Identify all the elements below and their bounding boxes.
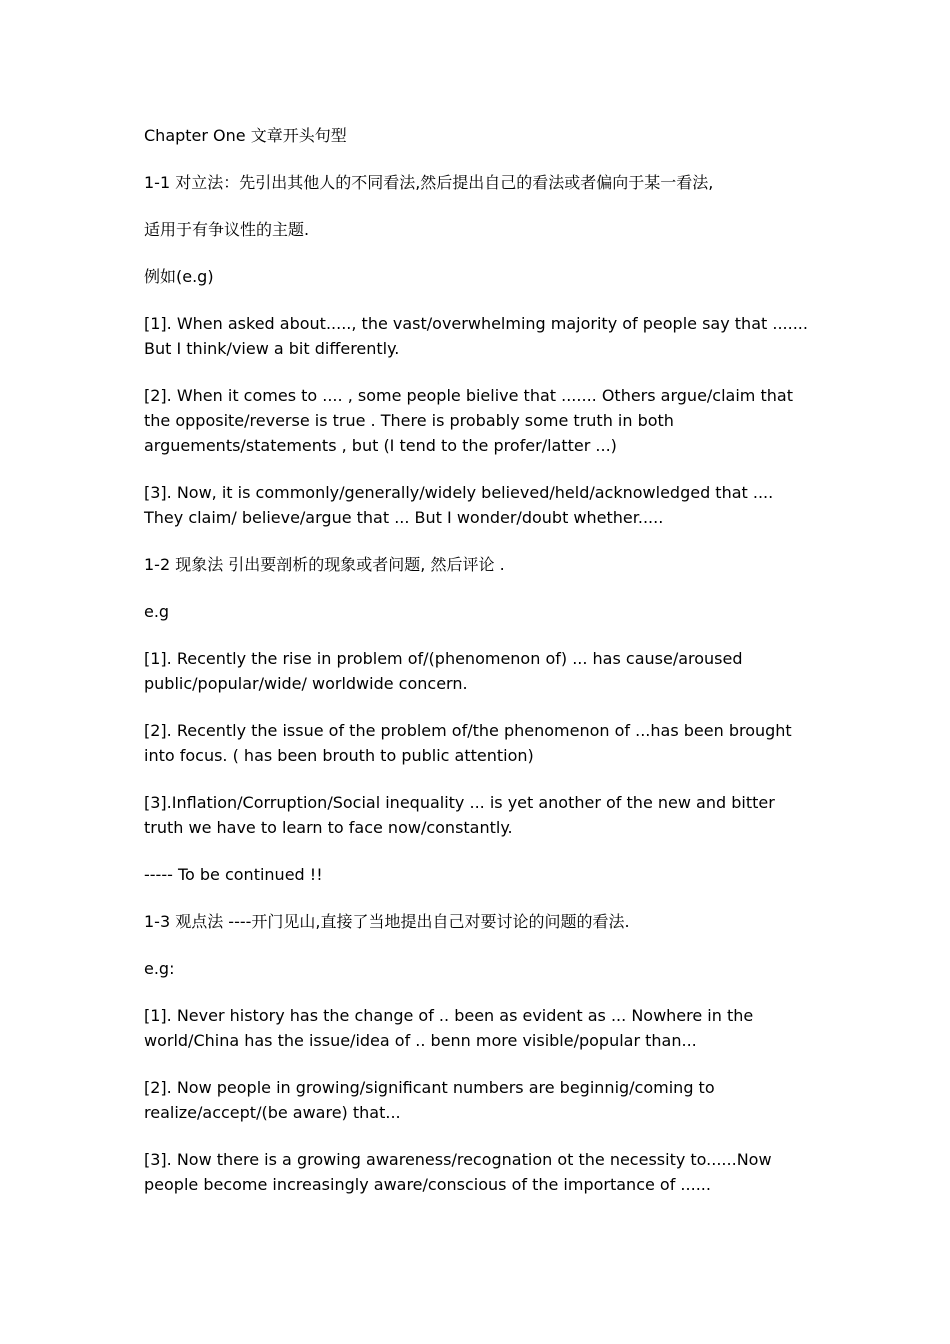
section-1-2-heading: 1-2 现象法 引出要剖析的现象或者问题, 然后评论 .: [144, 555, 505, 574]
example-paragraph: [2]. Now people in growing/significant numbers are beginnig/coming to realize/accept/(be aware) that...: [144, 1078, 715, 1122]
example-paragraph: [1]. Never history has the change of .. been as evident as ... Nowhere in the world/China has the issue/idea of .. benn more visible/popular than...: [144, 1006, 754, 1050]
example-label: e.g:: [144, 959, 175, 978]
example-paragraph: [3].Inflation/Corruption/Social inequality ... is yet another of the new and bitter truth we have to learn to face now/constantly.: [144, 793, 775, 837]
example-paragraph: [1]. Recently the rise in problem of/(phenomenon of) ... has cause/aroused public/popular/wide/ worldwide concern.: [144, 649, 743, 693]
example-label: 例如(e.g): [144, 267, 214, 286]
example-paragraph: [1]. When asked about....., the vast/overwhelming majority of people say that ....... But I think/view a bit differently.: [144, 314, 808, 358]
document-body: [144, 123, 812, 1219]
example-paragraph: [2]. When it comes to .... , some people bielive that ....... Others argue/claim that the opposite/reverse is true . There is probably some truth in both arguements/statements , but (I tend to the profer/latter ...): [144, 386, 793, 455]
example-paragraph: [3]. Now, it is commonly/generally/widely believed/held/acknowledged that .... They claim/ believe/argue that ... But I wonder/doubt whether.....: [144, 483, 774, 527]
continued-note: ----- To be continued !!: [144, 865, 323, 884]
section-1-1-heading: 1-1 对立法：先引出其他人的不同看法,然后提出自己的看法或者偏向于某一看法,: [144, 173, 714, 192]
section-1-3-heading: 1-3 观点法 ----开门见山,直接了当地提出自己对要讨论的问题的看法.: [144, 912, 630, 931]
example-paragraph: [2]. Recently the issue of the problem of/the phenomenon of ...has been brought into focus. ( has been brouth to public attention): [144, 721, 792, 765]
chapter-heading: Chapter One 文章开头句型: [144, 126, 347, 145]
example-label: e.g: [144, 602, 170, 621]
example-paragraph: [3]. Now there is a growing awareness/recognation ot the necessity to......Now people become increasingly aware/conscious of the importance of ......: [144, 1150, 772, 1194]
section-1-1-note: 适用于有争议性的主题.: [144, 220, 310, 239]
